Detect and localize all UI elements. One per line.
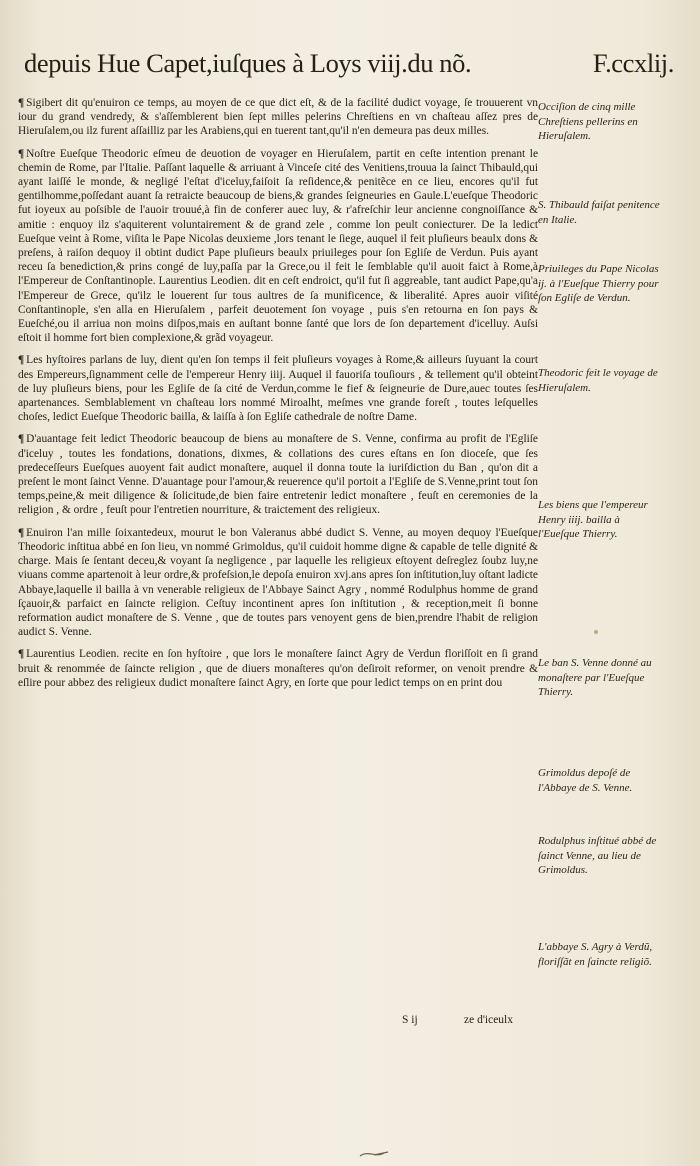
margin-note: L'abbaye S. Agry à Verdũ, floriſſãt en ſaincte religiõ. [538, 941, 653, 968]
margin-notes-column [538, 0, 662, 1166]
ink-spot [594, 630, 598, 634]
paragraph-text: Laurentius Leodien. recite en ſon hyſtoire , que lors le monaſtere ſainct Agry de Verdun floriſſoit en ſi grand bruit & renommée de ſaincte religion , que de diuers monaſteres qu'on deſiroit reformer, on venoit prendre & eſlire pour abbez des religieux dudict monaſtere ſainct Agry, en ſorte que pour ledict temps on en print dou [18, 648, 538, 689]
pilcrow-icon: ¶ [18, 433, 25, 446]
paragraph-grimoldus [18, 526, 538, 640]
margin-note: Occiſion de cinq mille Chreſtiens pellerins en Hieruſalem. [538, 101, 638, 142]
pilcrow-icon: ¶ [18, 147, 25, 160]
paragraph-text: Enuiron l'an mille ſoixantedeux, mourut le bon Valeranus abbé dudict S. Venne, au moyen dequoy l'Eueſque Theodoric inſtitua abbé en ſon lieu, vn nommé Grimoldus, qu'il cuidoit homme digne & capable de telle dignité & charge. Mais ſe ſentant deceu,& voyant ſa negligence , par laquelle les religieux eſtoyent deſreglez ſoubz luy,ne viuans comme apartenoit à leur ordre,& profeſsion,le depoſa enuiron xvj.ans apres ſon inſtitution,luy oſtant ladicte Abbaye,laquelle il bailla à vn venerable religieux de l'Abbaye Sainct Agry , nommé Rodulphus homme de grand ſçauoir,& parfaict en ſaincte religion. Ceſtuy incontinent apres ſon inſtitution , & reception,meit ſi bonne reformation audict monaſtere de S. Venne , que de toutes pars venoyent gens de bien,prendre l'habit de religion audict S. Venne. [18, 526, 538, 639]
margin-note: Grimoldus depoſé de l'Abbaye de S. Venne. [538, 767, 633, 794]
pilcrow-icon: ¶ [18, 97, 25, 109]
paragraph-text: Noſtre Eueſque Theodoric eſmeu de deuotion de voyager en Hieruſalem, partit en ceſte intention prenant le chemin de Rome, par l'Italie. Paſſant laquelle & arriuant à Vinceſe cité des Venitiens,trouua la ſainct Thibauld,qui ayant laiſſé le monde, & negligé l'eſtat d'iceluy,faiſoit ſa reſidence,& penitẽce en ce lieu, encores qu'il fut gentilhomme,poſſedant auant ſa retraicte beaucoup de biens,& grandes ſeigneuries en Gaule.L'eueſque Theodoric fut ioyeux au poſsible de l'auoir trouué,à fin de conferer auec luy, & r'afreſchir leur ancienne congnoiſſance & amitie : enquoy ilz s'aquiterent voluntairement & de grand zele , comme lon peult coniecturer. De la ledict Eueſque veint à Rome, viſita le Pape Nicolas deuxieme ,lors tenant le ſiege, auquel il feit pluſieurs beaulx dons & preſens, à raiſon dequoy il obtint dudict Pape pluſieurs beaulx priuileges pour ſon Egliſe de Verdun. Puis ayant receu ſa benediction,& prins congé de luy,paſſa par la Grece,ou il feit le ſemblable qu'il auoit faict à Rome,à l'Empereur de Conſtantinople. Laurentius Leodien. dit en ceſt endroict, qu'il fut ſi aggreable, tant audict Pape,qu'a l'Empereur de Grece, qu'ilz le louerent ſur tous aultres de ſa munificence, & liberalité. Apres auoir viſité Conſtantinople, s'en alla en Hieruſalem , parfeit deuotement ſon voyage , puis s'en retourna en ſon pays & Eueſché,ou il arriua non moins diſpos,mais en auſtant bonne ſanté que lors de ſon departement d'icelluy. Auſsi eſtoit il homme fort bien complexione,& grãd voyageur. [18, 147, 538, 345]
paragraph-hystoires [18, 353, 538, 424]
paragraph-text: Sigibert dit qu'enuiron ce temps, au moyen de ce que dict eſt, & de la facilité dudict voyage, ſe trouuerent vn iour du grand vendredy, & s'aſſemblerent bien ſept milles pelerins Chreſtiens en vn chaſteau aſſez pres de Hieruſalem,ou ilz furent aſſailliz par les Arabiens,qui en tuerent tant,qu'il n'en demeura pas deux milles. [18, 97, 538, 138]
paragraph-s-venne [18, 432, 538, 517]
running-title: depuis Hue Capet,iuſques à Loys viij.du nõ. [24, 48, 472, 78]
paragraph-sigibert [18, 96, 538, 139]
main-text-column [18, 96, 538, 698]
margin-note: Priuileges du Pape Nicolas ij. à l'Eueſque Thierry pour ſon Egliſe de Verdun. [538, 263, 659, 304]
pilcrow-icon: ¶ [18, 526, 25, 539]
paragraph-theodoric-voyage [18, 147, 538, 346]
margin-note: Les biens que l'empereur Henry iiij. bailla à l'Eueſque Thierry. [538, 499, 648, 540]
pilcrow-icon: ¶ [18, 648, 25, 661]
margin-note: Rodulphus inſtitué abbé de ſainct Venne, au lieu de Grimoldus. [538, 835, 657, 876]
margin-note: S. Thibauld faiſat penitence en Italie. [538, 199, 660, 226]
paragraph-text: D'auantage feit ledict Theodoric beaucoup de biens au monaſtere de S. Venne, confirma au profit de l'Egliſe d'iceluy , toutes les fondations, donations, dixmes, & collations des cures eſtans en ſon dioceſe, que ſes predeceſſeurs Eueſques auoyent fait audict monaſtere, auquel il donna toute la iuriſdiction du Ban , qu'on dit a preſent le mont ſainct Venne. D'auantage pour l'amour,& reuerence qu'il portoit a l'Egliſe de S.Venne,print tout ſon temps,peine,& meit diligence & ſolicitude,de bien faire entretenir ledict monaſtere , feuſt en ceremonies de la religion , & ordre , feuſt pour l'entretien nourriture, & traictement des religieux. [18, 433, 538, 517]
paragraph-text: Les hyſtoires parlans de luy, dient qu'en ſon temps il feit pluſieurs voyages à Rome,& ailleurs ſuyuant la court des Empereurs,ſignamment celle de l'empereur Henry iiij. Auquel il fauoriſa touſiours , & tellement qu'il obteint de luy pluſieurs biens, pour les Egliſe de ſa cité de Verdun,comme le fief & ſeigneurie de Dure,auec toutes ſes apartenances. Semblablement vn chaſteau lors nommé Miroalht, meſmes vne grande foreſt , toutes leſquelles choſes, ledict Eueſque Theodoric bailla, & laiſſa à ſon Egliſe cathedrale de noſtre Dame. [18, 354, 538, 424]
catchword: ze d'iceulx [464, 1014, 514, 1026]
signature-mark: S ij [402, 1014, 418, 1026]
folio-number: F.ccxlij. [592, 48, 674, 78]
pilcrow-icon: ¶ [18, 354, 25, 367]
paragraph-laurentius [18, 647, 538, 690]
margin-note: Le ban S. Venne donné au monaſtere par l'Eueſque Thierry. [538, 657, 652, 698]
margin-note: Theodoric feit le voyage de Hieruſalem. [538, 367, 658, 394]
printer-ornament-icon [358, 1148, 394, 1160]
